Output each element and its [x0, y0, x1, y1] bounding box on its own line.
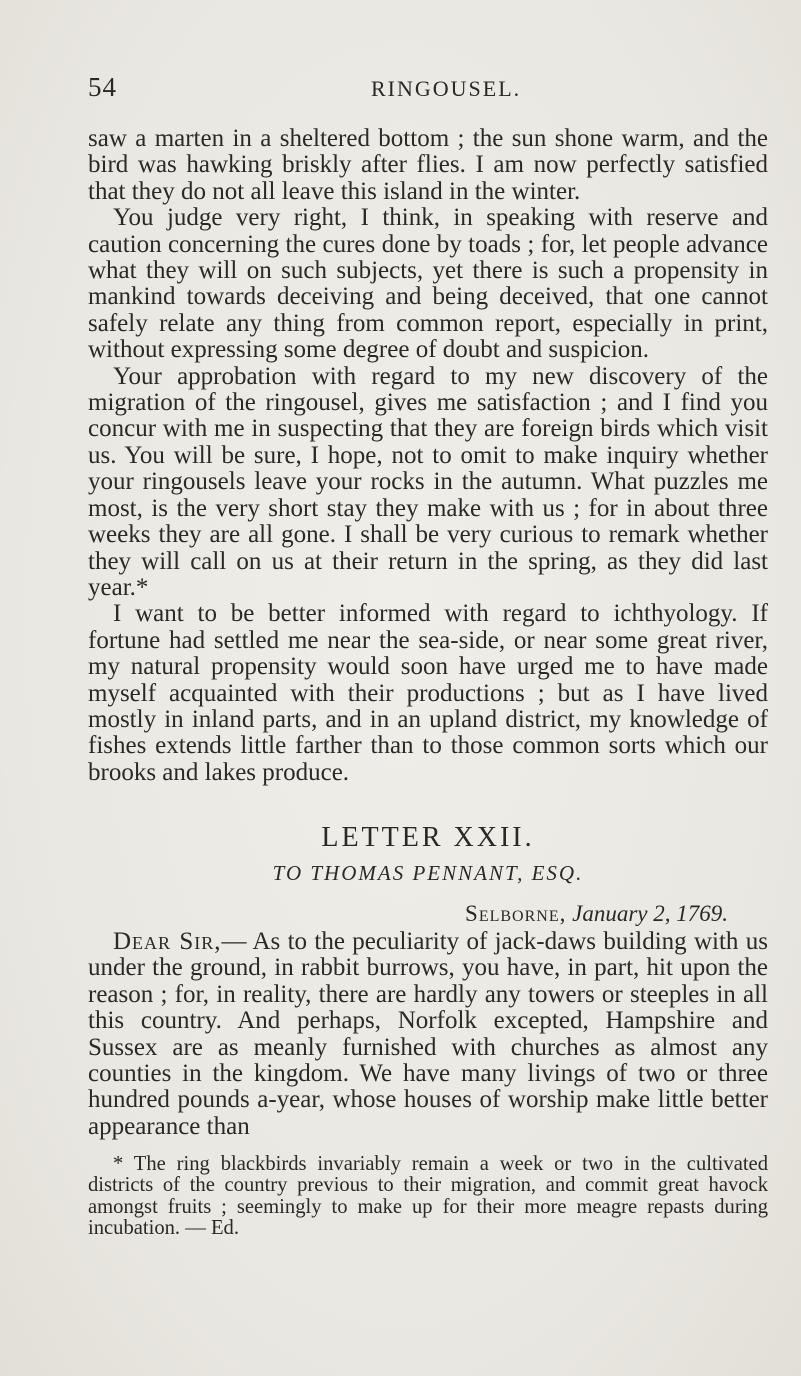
- paragraph-2: You judge very right, I think, in speaking with reserve and caution concerning the cures done by toads ; for, let people advance what they will on such subjects, yet there is such a propensity in mankind towards deceiving and being deceived, that one cannot safely relate any thing from common report, especially in print, without expressing some degree of doubt and suspicion.: [88, 204, 768, 364]
- letter-date: January 2, 1769.: [572, 901, 728, 926]
- letter-place: Selborne,: [465, 901, 567, 926]
- paragraph-4: I want to be better informed with regard to ichthyology. If fortune had settled me near the sea-side, or near some great river, my natural propensity would soon have urged me to have made myself acquainted with their productions ; but as I have lived mostly in inland parts, and in an upland district, my knowledge of fishes extends little farther than to those common sorts which our brooks and lakes produce.: [88, 600, 768, 786]
- letter-heading: LETTER XXII.: [321, 822, 535, 853]
- page-header: [88, 72, 778, 112]
- paragraph-3: Your approbation with regard to my new discovery of the migration of the ringousel, gives me satisfaction ; and I find you concur with me in suspecting that they are foreign birds which visit us. You will be sure, I hope, not to omit to make inquiry whether your ringousels leave your rocks in the autumn. What puzzles me most, is the very short stay they make with us ; for in about three weeks they are all gone. I shall be very curious to remark whether they will call on us at their return in the spring, as they did last year.*: [88, 362, 768, 601]
- page-number: 54: [88, 72, 117, 102]
- letter-dateline: [88, 901, 728, 927]
- letter-body: [88, 929, 768, 1140]
- paragraph-1: saw a marten in a sheltered bottom ; the sun shone warm, and the bird was hawking briskly after flies. I am now perfectly satisfied that they do not all leave this island in the winter.: [88, 125, 768, 205]
- footnote-text: * The ring blackbirds invariably remain a week or two in the cultivated districts of the country previous to their migration, and commit great havock amongst fruits ; seemingly to make up for their more meagre repasts during incubation. — Ed.: [88, 1153, 768, 1240]
- main-text: [88, 126, 768, 786]
- letter-addressee: TO THOMAS PENNANT, ESQ.: [272, 861, 584, 885]
- footnote: [88, 1154, 768, 1240]
- letter-paragraph: [88, 929, 768, 1140]
- running-head: RINGOUSEL.: [371, 76, 522, 101]
- letter-text: — As to the peculiarity of jack-daws building with us under the ground, in rabbit burrows, you have, in part, hit upon the reason ; for, in reality, there are hardly any towers or steeples in all this country. And perhaps, Norfolk excepted, Hampshire and Sussex are as meanly furnished with churches as almost any counties in the kingdom. We have many livings of two or three hundred pounds a-year, whose houses of worship make little better appearance than: [88, 928, 768, 1140]
- letter-salutation: Dear Sir,: [113, 928, 222, 955]
